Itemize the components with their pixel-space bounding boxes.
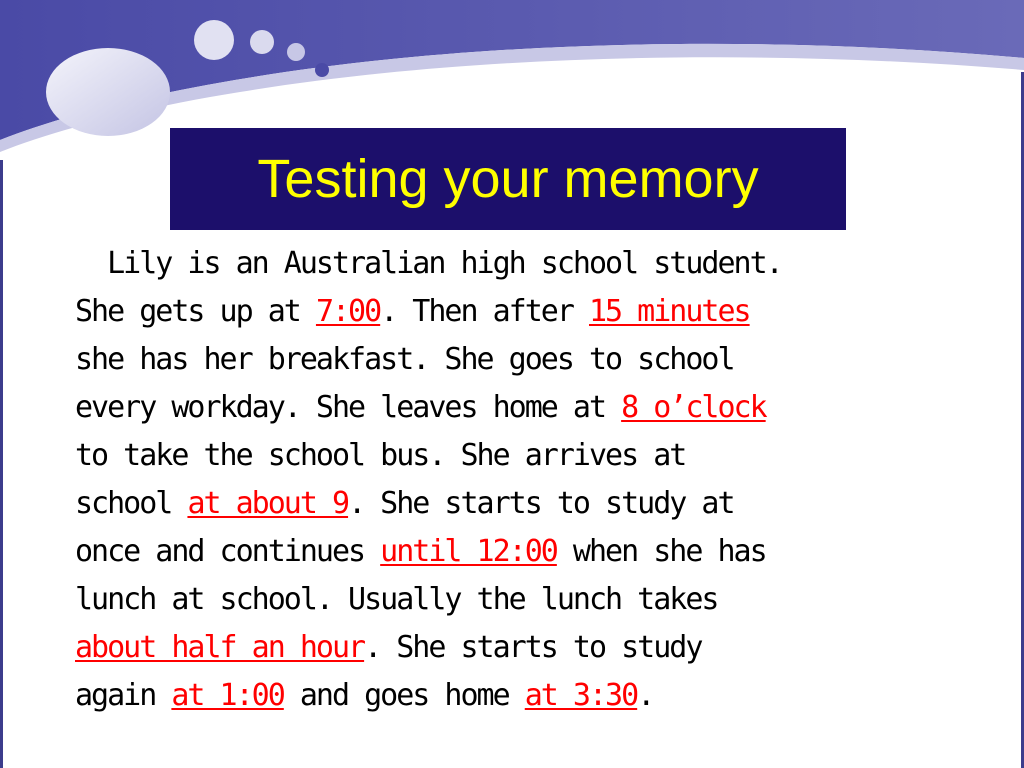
slide-title: Testing your memory: [257, 149, 759, 209]
passage-text: She gets up at: [75, 294, 316, 329]
title-banner: [170, 128, 846, 230]
left-edge-line: [0, 160, 3, 768]
passage-text: when she has: [556, 534, 766, 569]
answer-text: 7:00: [315, 294, 381, 329]
large-bubble: [46, 48, 170, 136]
passage-text: . She starts to study: [364, 630, 702, 665]
passage-line: [75, 432, 995, 480]
passage-text: school: [75, 486, 188, 521]
passage-text: she has her breakfast. She goes to school: [75, 342, 734, 377]
passage-text: Lily is an Australian high school student.: [75, 246, 782, 281]
answer-text: at 3:30: [524, 678, 638, 713]
bubble-2: [194, 20, 234, 60]
answer-text: at 1:00: [171, 678, 284, 713]
passage-text: . She starts to study at: [348, 486, 734, 521]
passage-line: [75, 336, 995, 384]
passage-line: [75, 624, 995, 672]
answer-text: about half an hour: [75, 630, 365, 665]
passage-text: every workday. She leaves home at: [75, 390, 622, 425]
passage-line: [75, 528, 995, 576]
answer-text: 8 o’clock: [621, 390, 766, 425]
passage-text: .: [637, 678, 654, 713]
passage-text: to take the school bus. She arrives at: [75, 438, 686, 473]
passage-line: [75, 480, 995, 528]
passage-text: again: [75, 678, 172, 713]
passage-text: and goes home: [283, 678, 525, 713]
bubble-3: [250, 30, 274, 54]
answer-text: until 12:00: [380, 534, 557, 569]
bubble-5: [315, 63, 329, 77]
passage-text: . Then after: [380, 294, 589, 329]
answer-text: at about 9: [187, 486, 349, 521]
memory-passage: [75, 240, 995, 720]
passage-line: [75, 240, 995, 288]
passage-line: [75, 288, 995, 336]
passage-text: once and continues: [75, 534, 381, 569]
passage-text: lunch at school. Usually the lunch takes: [75, 582, 718, 617]
passage-line: [75, 576, 995, 624]
passage-line: [75, 384, 995, 432]
passage-line: [75, 672, 995, 720]
answer-text: 15 minutes: [589, 294, 750, 329]
bubble-4: [287, 43, 305, 61]
